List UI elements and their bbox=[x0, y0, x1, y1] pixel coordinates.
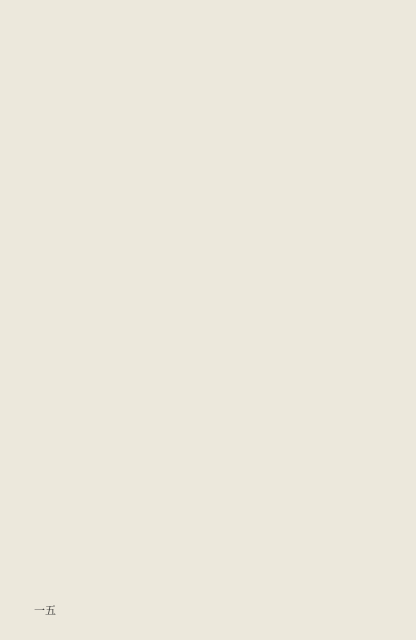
page-number: 一五 bbox=[34, 604, 56, 617]
